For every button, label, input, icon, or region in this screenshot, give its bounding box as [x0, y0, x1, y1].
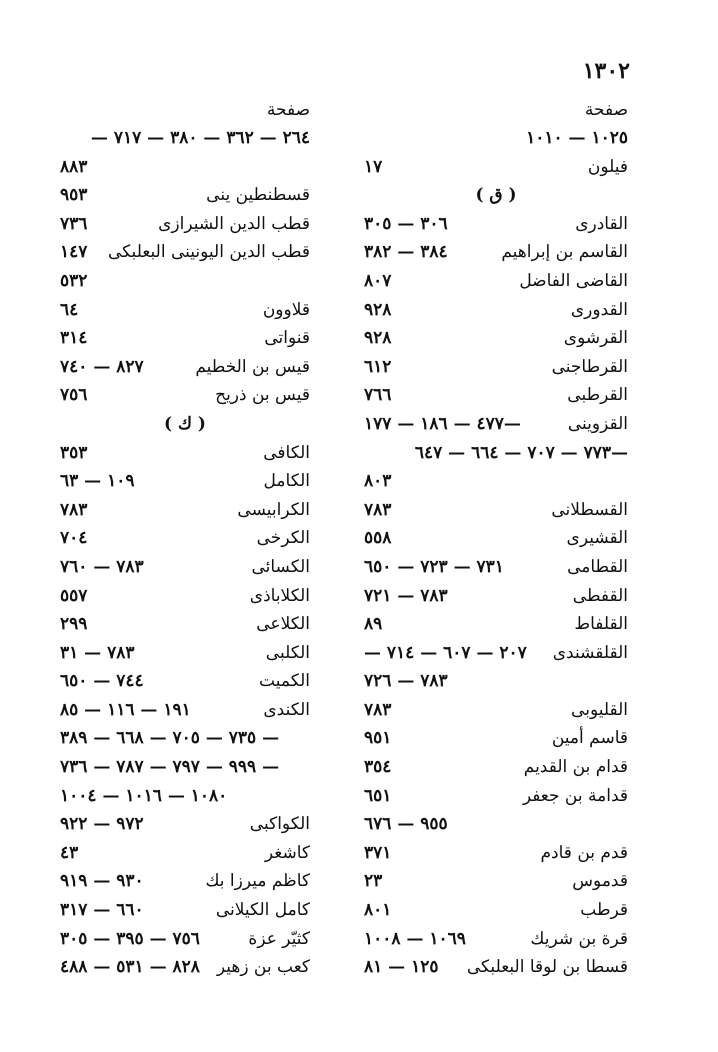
right-column — [364, 96, 628, 982]
index-entry — [364, 839, 628, 868]
entry-pages: ٥٣٢ — [60, 270, 88, 291]
entry-pages: ٩٢٨ — [364, 328, 392, 349]
entry-pages: ١٤٧ — [60, 242, 88, 263]
entry-name: الكلاعى — [256, 614, 310, 635]
entry-pages: ٧٠٤ — [60, 528, 88, 549]
entry-name: كثيّر عزة — [248, 928, 310, 949]
entry-name: القفطى — [572, 585, 628, 606]
entry-pages: ٧٨٣ — ٧٦٠ — [60, 556, 144, 577]
index-entry — [60, 124, 310, 153]
index-entry — [60, 439, 310, 468]
entry-pages: —٤٧٧ — ١٨٦ — ١٧٧ — [364, 413, 521, 434]
index-entry — [364, 667, 628, 696]
section-heading — [364, 181, 628, 210]
entry-name: القليوبى — [571, 699, 628, 720]
index-entry — [60, 238, 310, 267]
entry-pages: ١٠٨٠ — ١٠١٦ — ١٠٠٤ — [60, 785, 228, 806]
index-entry — [60, 210, 310, 239]
entry-pages: ٧٤٤ — ٦٥٠ — [60, 671, 144, 692]
index-entry — [60, 810, 310, 839]
index-entry — [60, 267, 310, 296]
entry-name: كعب بن زهير — [216, 957, 310, 978]
index-entry — [364, 324, 628, 353]
index-entry — [60, 181, 310, 210]
entry-name: الكرخى — [256, 528, 310, 549]
entry-pages: ٧٦٦ — [364, 385, 392, 406]
entry-pages: ٢٦٤ — ٣٦٢ — ٣٨٠ — ٧١٧ — — [90, 128, 310, 148]
entry-name: القطامى — [567, 556, 628, 577]
entry-pages: ١٠٢٥ — ١٠١٠ — [526, 128, 628, 148]
entry-pages: ٥٥٧ — [60, 585, 88, 606]
entry-pages: —٧٧٣ — ٧٠٧ — ٦٦٤ — ٦٤٧ — [414, 442, 628, 463]
entry-pages: ٨٠٧ — [364, 270, 392, 291]
entry-pages: ٣٠٦ — ٣٠٥ — [364, 213, 448, 234]
entry-name: الكلبى — [265, 642, 310, 663]
entry-pages: ٧٨٣ — ٧٢٦ — [364, 671, 448, 692]
index-entry — [364, 867, 628, 896]
index-entry — [364, 439, 628, 468]
index-entry — [364, 124, 628, 153]
index-entry — [60, 582, 310, 611]
index-entry — [60, 324, 310, 353]
index-entry — [60, 524, 310, 553]
entry-pages: ٨٢٨ — ٥٣١ — ٤٨٨ — [60, 957, 200, 978]
entry-name: فيلون — [587, 156, 628, 177]
left-column — [60, 96, 310, 982]
index-entry — [60, 296, 310, 325]
entry-pages: ٢٠٧ — ٦٠٧ — ٧١٤ — — [364, 642, 527, 663]
index-entry — [60, 153, 310, 182]
column-header: صفحة — [584, 100, 628, 120]
index-entry — [60, 724, 310, 753]
entry-pages: ٨٠١ — [364, 900, 392, 921]
entry-name: القشيرى — [566, 528, 628, 549]
entry-name: قطب الدين الشيرازى — [158, 213, 310, 234]
index-entry — [364, 381, 628, 410]
entry-pages: ٧٥٦ — ٣٩٥ — ٣٠٥ — [60, 928, 200, 949]
entry-pages: ١٠٦٩ — ١٠٠٨ — [364, 928, 466, 949]
index-entry — [364, 610, 628, 639]
entry-pages: ٩٣٠ — ٩١٩ — [60, 871, 144, 892]
entry-list — [364, 124, 628, 982]
section-heading — [60, 410, 310, 439]
column-header: صفحة — [266, 100, 310, 120]
entry-name: الكواكبى — [249, 814, 310, 835]
index-entry — [364, 296, 628, 325]
entry-name: قدم بن قادم — [540, 842, 628, 863]
index-entry — [364, 553, 628, 582]
entry-name: القادرى — [575, 213, 628, 234]
index-entry — [60, 639, 310, 668]
index-entry — [60, 696, 310, 725]
entry-name: الكامل — [263, 471, 310, 492]
index-entry — [364, 753, 628, 782]
entry-name: قلاوون — [262, 299, 310, 320]
entry-name: قدموس — [572, 871, 628, 892]
entry-name: قسطنطين ينى — [206, 185, 310, 206]
index-entry — [364, 953, 628, 982]
entry-name: القاضى الفاضل — [519, 270, 628, 291]
index-entry — [364, 267, 628, 296]
index-entry — [60, 667, 310, 696]
entry-pages: ٦٦٠ — ٣١٧ — [60, 900, 144, 921]
entry-pages: ٣٥٣ — [60, 442, 88, 463]
index-entry — [364, 238, 628, 267]
index-entry — [60, 467, 310, 496]
entry-pages: — ٩٩٩ — ٧٩٧ — ٧٨٧ — ٧٣٦ — [60, 757, 280, 778]
entry-name: الكافى — [263, 442, 310, 463]
entry-pages: ٢٩٩ — [60, 614, 88, 635]
index-entry — [364, 724, 628, 753]
index-entry — [364, 582, 628, 611]
entry-pages: ١٢٥ — ٨١ — [364, 957, 439, 978]
entry-name: قيس بن الخطيم — [195, 356, 310, 377]
entry-pages: ٦٥١ — [364, 785, 392, 806]
entry-pages: — ٧٣٥ — ٧٠٥ — ٦٦٨ — ٣٨٩ — [60, 728, 280, 749]
entry-pages: ٩٥٥ — ٦٧٦ — [364, 814, 448, 835]
entry-pages: ٥٥٨ — [364, 528, 392, 549]
index-entry — [364, 639, 628, 668]
entry-pages: ٨٠٣ — [364, 471, 392, 492]
entry-name: قسطا بن لوقا البعلبكى — [466, 957, 628, 978]
entry-pages: ٨٨٣ — [60, 156, 88, 177]
entry-name: الكميت — [259, 671, 310, 692]
entry-name: قيس بن ذريح — [215, 385, 310, 406]
entry-name: الكندى — [263, 699, 310, 720]
entry-name: قرة بن شريك — [530, 928, 628, 949]
index-entry — [60, 553, 310, 582]
entry-pages: ٩٥١ — [364, 728, 392, 749]
entry-name: قدامة بن جعفر — [522, 785, 628, 806]
index-entry — [364, 524, 628, 553]
entry-name: الكلاباذى — [249, 585, 310, 606]
entry-pages: ٧٥٦ — [60, 385, 88, 406]
entry-pages: ٨٩ — [364, 614, 383, 635]
entry-pages: ٧٨٣ — [364, 499, 392, 520]
index-entry — [60, 867, 310, 896]
entry-pages: ٣٧١ — [364, 842, 392, 863]
entry-pages: ٧٨٣ — [364, 699, 392, 720]
entry-name: الكسائى — [251, 556, 310, 577]
index-entry — [364, 896, 628, 925]
entry-name: قطب الدين اليونينى البعلبكى — [108, 242, 310, 263]
page-number: ١٣٠٢ — [582, 58, 630, 84]
entry-pages: ٩٥٣ — [60, 185, 88, 206]
index-entry — [60, 496, 310, 525]
entry-pages: ٩٧٢ — ٩٢٢ — [60, 814, 144, 835]
entry-name: القدورى — [570, 299, 628, 320]
entry-name: كاظم ميرزا بك — [205, 871, 310, 892]
index-entry — [60, 353, 310, 382]
index-entry — [60, 896, 310, 925]
index-entry — [364, 696, 628, 725]
index-entry — [364, 210, 628, 239]
entry-name: قاسم أمين — [551, 728, 628, 749]
index-entry — [60, 610, 310, 639]
index-entry — [364, 467, 628, 496]
index-entry — [364, 782, 628, 811]
entry-pages: ٩٢٨ — [364, 299, 392, 320]
entry-name: القرطبى — [567, 385, 628, 406]
section-letter: ( ك ) — [164, 413, 206, 434]
entry-list — [60, 124, 310, 982]
entry-pages: ٦١٢ — [364, 356, 392, 377]
entry-name: كامل الكيلانى — [215, 900, 310, 921]
index-entry — [60, 953, 310, 982]
entry-pages: ٢٣ — [364, 871, 383, 892]
entry-name: كاشغر — [264, 842, 310, 863]
entry-pages: ٦٤ — [60, 299, 79, 320]
entry-pages: ١٩١ — ١١٦ — ٨٥ — [60, 699, 191, 720]
entry-pages: ٨٢٧ — ٧٤٠ — [60, 356, 144, 377]
entry-name: قرطب — [580, 900, 628, 921]
entry-pages: ٧٨٣ — ٣١ — [60, 642, 135, 663]
index-entry — [364, 410, 628, 439]
entry-pages: ٧٨٣ — ٧٢١ — [364, 585, 448, 606]
index-entry — [364, 810, 628, 839]
index-entry — [60, 753, 310, 782]
entry-pages: ٧٣٦ — [60, 213, 88, 234]
index-entry — [364, 496, 628, 525]
entry-pages: ٣٨٤ — ٣٨٢ — [364, 242, 448, 263]
entry-pages: ٣٥٤ — [364, 757, 392, 778]
entry-name: القسطلانى — [551, 499, 628, 520]
entry-pages: ٤٣ — [60, 842, 79, 863]
index-entry — [60, 839, 310, 868]
entry-pages: ٣١٤ — [60, 328, 88, 349]
entry-pages: ١٧ — [364, 156, 383, 177]
entry-name: قنواتى — [264, 328, 310, 349]
entry-pages: ١٠٩ — ٦٣ — [60, 471, 135, 492]
index-entry — [364, 925, 628, 954]
entry-name: القرطاجنى — [551, 356, 628, 377]
entry-name: قدام بن القديم — [523, 757, 628, 778]
index-entry — [364, 153, 628, 182]
entry-name: القلقشندى — [552, 642, 628, 663]
section-letter: ( ق ) — [475, 185, 517, 206]
entry-name: الكرابيسى — [237, 499, 310, 520]
entry-pages: ٧٨٣ — [60, 499, 88, 520]
entry-name: القرشوى — [563, 328, 628, 349]
entry-name: القاسم بن إبراهيم — [501, 242, 628, 263]
index-entry — [60, 782, 310, 811]
entry-pages: ٧٣١ — ٧٢٣ — ٦٥٠ — [364, 556, 504, 577]
entry-name: القلفاط — [574, 614, 628, 635]
entry-name: القزوينى — [567, 413, 628, 434]
index-entry — [60, 381, 310, 410]
index-entry — [60, 925, 310, 954]
index-entry — [364, 353, 628, 382]
